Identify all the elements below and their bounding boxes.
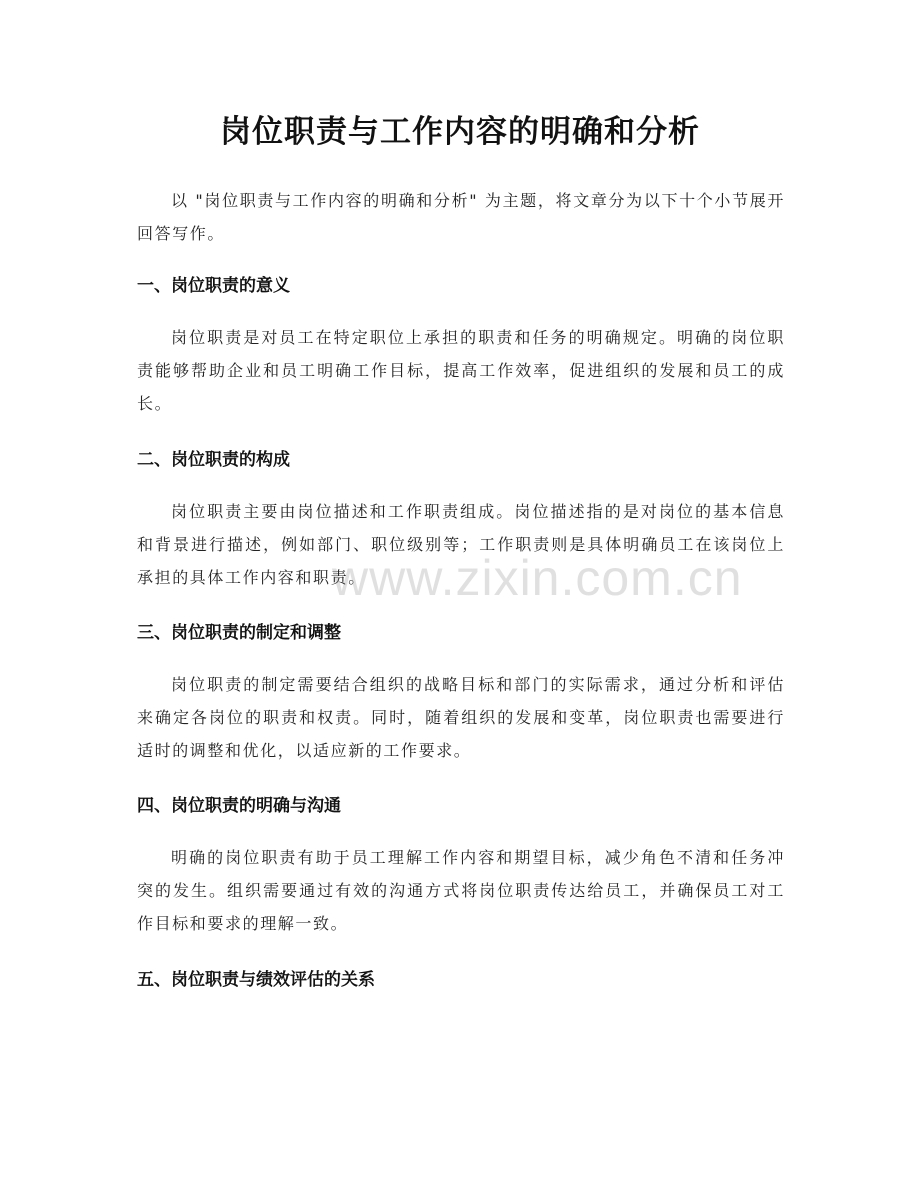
section-2-body: 岗位职责主要由岗位描述和工作职责组成。岗位描述指的是对岗位的基本信息和背景进行描述，例如部门、职位级别等；工作职责则是具体明确员工在该岗位上承担的具体工作内容和职责。 bbox=[137, 502, 785, 587]
section-1-heading: 一、岗位职责的意义 bbox=[137, 276, 290, 296]
section-4-heading: 四、岗位职责的明确与沟通 bbox=[137, 796, 341, 816]
document-title: 岗位职责与工作内容的明确和分析 bbox=[220, 114, 700, 150]
section-3-body: 岗位职责的制定需要结合组织的战略目标和部门的实际需求，通过分析和评估来确定各岗位的职责和权责。同时，随着组织的发展和变革，岗位职责也需要进行适时的调整和优化，以适应新的工作要求。 bbox=[137, 675, 785, 760]
section-1-body: 岗位职责是对员工在特定职位上承担的职责和任务的明确规定。明确的岗位职责能够帮助企业和员工明确工作目标，提高工作效率，促进组织的发展和员工的成长。 bbox=[137, 328, 785, 413]
section-2-heading: 二、岗位职责的构成 bbox=[137, 450, 290, 470]
section-4-body: 明确的岗位职责有助于员工理解工作内容和期望目标，减少角色不清和任务冲突的发生。组织需要通过有效的沟通方式将岗位职责传达给员工，并确保员工对工作目标和要求的理解一致。 bbox=[137, 848, 785, 933]
watermark: www.zixin.com.cn bbox=[332, 550, 743, 606]
intro-paragraph: 以 "岗位职责与工作内容的明确和分析" 为主题，将文章分为以下十个小节展开回答写作。 bbox=[137, 191, 785, 243]
section-3-heading: 三、岗位职责的制定和调整 bbox=[137, 623, 341, 643]
section-5-heading: 五、岗位职责与绩效评估的关系 bbox=[137, 970, 375, 990]
